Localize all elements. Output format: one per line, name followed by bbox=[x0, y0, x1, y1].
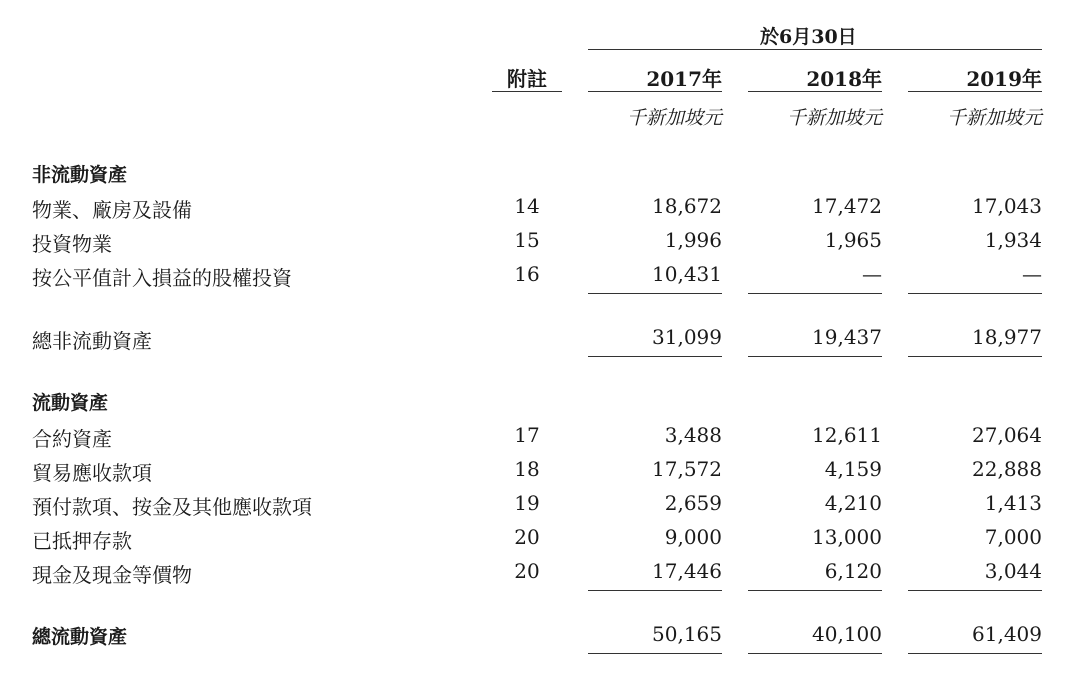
year-2017-header: 2017年 bbox=[646, 67, 722, 91]
unit-2017: 千新加坡元 bbox=[626, 107, 722, 129]
value-2019: 1,934 bbox=[984, 228, 1042, 252]
total-2017: 31,099 bbox=[652, 325, 722, 349]
value-2017: 17,572 bbox=[652, 457, 722, 481]
row-note: 20 bbox=[514, 559, 540, 583]
row-label: 貿易應收款項 bbox=[32, 461, 152, 485]
total-label: 總流動資產 bbox=[32, 626, 128, 648]
subtotal-rule-2019 bbox=[908, 590, 1042, 591]
value-2018: 6,120 bbox=[824, 559, 882, 583]
total-2018: 19,437 bbox=[812, 325, 882, 349]
total-rule-2019 bbox=[908, 356, 1042, 357]
value-2017: 2,659 bbox=[664, 491, 722, 515]
value-2017: 9,000 bbox=[664, 525, 722, 549]
total-rule-2018 bbox=[748, 356, 882, 357]
value-2018: 4,159 bbox=[824, 457, 882, 481]
subtotal-rule-2019 bbox=[908, 293, 1042, 294]
value-2019: 17,043 bbox=[972, 194, 1042, 218]
value-2018: 17,472 bbox=[812, 194, 882, 218]
year-2017-rule bbox=[588, 91, 722, 92]
year-2018-header: 2018年 bbox=[806, 67, 882, 91]
total-2017: 50,165 bbox=[652, 622, 722, 646]
row-note: 19 bbox=[514, 491, 540, 515]
subtotal-rule-2017 bbox=[588, 590, 722, 591]
note-column-header: 附註 bbox=[507, 67, 547, 91]
row-label: 物業、廠房及設備 bbox=[32, 198, 192, 222]
value-2019: — bbox=[1022, 262, 1042, 286]
row-note: 16 bbox=[514, 262, 540, 286]
row-label: 按公平值計入損益的股權投資 bbox=[32, 266, 292, 290]
value-2017: 10,431 bbox=[652, 262, 722, 286]
year-2019-header: 2019年 bbox=[966, 67, 1042, 91]
subtotal-rule-2018 bbox=[748, 590, 882, 591]
value-2019: 1,413 bbox=[984, 491, 1042, 515]
value-2017: 3,488 bbox=[664, 423, 722, 447]
row-label: 投資物業 bbox=[32, 232, 112, 256]
year-2019-rule bbox=[908, 91, 1042, 92]
non-current-assets-title: 非流動資產 bbox=[32, 164, 128, 186]
value-2018: 12,611 bbox=[812, 423, 882, 447]
row-label: 合約資產 bbox=[32, 427, 112, 451]
total-rule-2017 bbox=[588, 653, 722, 654]
value-2018: 1,965 bbox=[824, 228, 882, 252]
period-rule bbox=[588, 49, 1042, 50]
row-label: 已抵押存款 bbox=[32, 529, 132, 553]
total-2018: 40,100 bbox=[812, 622, 882, 646]
value-2017: 1,996 bbox=[664, 228, 722, 252]
total-2019: 61,409 bbox=[972, 622, 1042, 646]
value-2019: 22,888 bbox=[972, 457, 1042, 481]
row-note: 14 bbox=[514, 194, 540, 218]
value-2019: 27,064 bbox=[972, 423, 1042, 447]
total-rule-2019 bbox=[908, 653, 1042, 654]
year-2018-rule bbox=[748, 91, 882, 92]
row-note: 15 bbox=[514, 228, 540, 252]
subtotal-rule-2018 bbox=[748, 293, 882, 294]
row-note: 17 bbox=[514, 423, 540, 447]
value-2019: 7,000 bbox=[984, 525, 1042, 549]
note-header-rule bbox=[492, 91, 562, 92]
total-rule-2017 bbox=[588, 356, 722, 357]
row-label: 預付款項、按金及其他應收款項 bbox=[32, 495, 312, 519]
total-label: 總非流動資產 bbox=[32, 329, 152, 353]
value-2017: 18,672 bbox=[652, 194, 722, 218]
value-2017: 17,446 bbox=[652, 559, 722, 583]
period-header: 於6月30日 bbox=[760, 26, 857, 48]
row-note: 18 bbox=[514, 457, 540, 481]
subtotal-rule-2017 bbox=[588, 293, 722, 294]
current-assets-title: 流動資產 bbox=[32, 392, 109, 414]
unit-2019: 千新加坡元 bbox=[946, 107, 1042, 129]
row-note: 20 bbox=[514, 525, 540, 549]
total-2019: 18,977 bbox=[972, 325, 1042, 349]
value-2019: 3,044 bbox=[984, 559, 1042, 583]
unit-2018: 千新加坡元 bbox=[786, 107, 882, 129]
value-2018: 4,210 bbox=[824, 491, 882, 515]
value-2018: 13,000 bbox=[812, 525, 882, 549]
total-rule-2018 bbox=[748, 653, 882, 654]
value-2018: — bbox=[862, 262, 882, 286]
row-label: 現金及現金等價物 bbox=[32, 563, 192, 587]
